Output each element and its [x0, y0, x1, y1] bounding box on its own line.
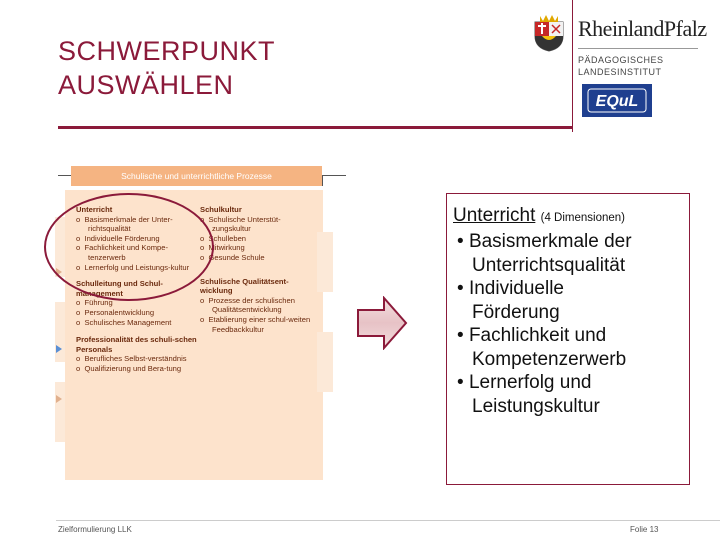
section-item: o Individuelle Förderung — [76, 233, 160, 243]
focus-heading — [453, 204, 689, 230]
footer-caption: Zielformulierung LLK — [58, 525, 132, 534]
brand-rule — [578, 48, 698, 49]
brand-name: RheinlandPfalz — [578, 16, 707, 41]
highlight-circle — [44, 193, 214, 301]
section-item: o Etablierung einer schul-weiten Feedbackkultur — [200, 314, 311, 334]
section-item-label: Berufliches Selbst-verständnis — [84, 354, 187, 364]
brand-divider — [572, 0, 573, 132]
diagram-header: Schulische und unterrichtliche Prozesse — [71, 166, 322, 186]
diagram-connector — [322, 176, 323, 186]
coat-of-arms-icon — [532, 12, 566, 52]
equl-logo — [582, 84, 652, 117]
diagram-section-schulkultur — [200, 205, 318, 263]
focus-bullet-line: Basismerkmale der — [468, 231, 632, 252]
institute-line-1: PÄDAGOGISCHES — [578, 55, 664, 65]
section-item: o Fachlichkeit und Kompe-tenzerwerb — [76, 243, 169, 262]
section-item: o Basismerkmale der Unter-richtsqualität — [76, 214, 173, 234]
equl-logo-text: EQuL — [595, 93, 639, 110]
focus-bullet-line: Individuelle — [468, 278, 565, 299]
section-item: o Schulleben — [200, 233, 247, 243]
focus-heading-note: (4 Dimensionen) — [540, 212, 626, 224]
diagram-section-professionalitaet — [76, 335, 200, 373]
section-item: o Führung — [76, 298, 113, 308]
section-item: o Lernerfolg und Leistungs-kultur — [76, 262, 190, 272]
section-heading: Schulleitung und Schul-management — [76, 279, 163, 298]
focus-bullet: • Individuelle Förderung — [457, 278, 565, 323]
section-item-label: Individuelle Förderung — [84, 233, 160, 243]
diagram-section-qualitaetsentwicklung — [200, 277, 318, 335]
focus-bullet-line: Förderung — [472, 301, 560, 323]
diagram-connector — [58, 175, 72, 176]
section-item: o Gesunde Schule — [200, 252, 265, 262]
section-item-label: Etablierung einer schul-weiten Feedbackkultur — [208, 314, 311, 334]
footer-divider — [56, 520, 720, 521]
title-underline — [58, 126, 572, 129]
institute-line-2: LANDESINSTITUT — [578, 67, 662, 77]
slide-title — [58, 34, 358, 102]
section-item: o Schulische Unterstüt-zungskultur — [200, 214, 281, 234]
section-item: o Schulisches Management — [76, 317, 172, 327]
diagram-side-shape — [317, 232, 333, 292]
section-item-label: Führung — [84, 298, 113, 308]
section-item: o Berufliches Selbst-verständnis — [76, 354, 187, 364]
section-item-label: Schulisches Management — [84, 317, 172, 327]
title-line-2: AUSWÄHLEN — [58, 70, 234, 100]
section-item-label: Basismerkmale der Unter-richtsqualität — [84, 214, 173, 234]
diagram-column-right — [200, 205, 318, 334]
focus-bullet-line: Unterrichtsqualität — [472, 254, 626, 276]
focus-bullet-line: Fachlichkeit und — [468, 325, 607, 346]
section-heading: Professionalität des schuli-schen Personals — [76, 335, 197, 354]
focus-bullet: • Fachlichkeit und Kompetenzerwerb — [457, 325, 627, 370]
focus-bullet-line: Leistungskultur — [472, 395, 600, 417]
diagram-connector — [322, 175, 346, 176]
diagram-side-shape — [317, 332, 333, 392]
section-item-label: Qualifizierung und Bera-tung — [84, 363, 182, 373]
focus-bullet: • Lernerfolg und Leistungskultur — [457, 372, 600, 417]
section-item-label: Fachlichkeit und Kompe-tenzerwerb — [84, 243, 169, 262]
section-item: o Personalentwicklung — [76, 307, 155, 317]
section-item-label: Gesunde Schule — [208, 252, 265, 262]
section-item-label: Mitwirkung — [208, 243, 245, 253]
section-item-label: Schulische Unterstüt-zungskultur — [208, 214, 281, 234]
focus-bullet-line: Kompetenzerwerb — [472, 348, 627, 370]
section-item: o Prozesse der schulischen Qualitätsentwicklung — [200, 295, 295, 315]
triangle-marker-icon — [56, 395, 62, 403]
focus-bullet: • Basismerkmale der Unterrichtsqualität — [457, 231, 632, 276]
section-item: o Qualifizierung und Bera-tung — [76, 363, 182, 373]
section-item: o Mitwirkung — [200, 243, 245, 253]
institute-name — [578, 54, 664, 78]
section-item-label: Prozesse der schulischen Qualitätsentwicklung — [208, 295, 295, 315]
section-heading: Schulische Qualitätsent-wicklung — [200, 276, 289, 296]
focus-heading-text: Unterricht — [453, 205, 536, 226]
section-item-label: Personalentwicklung — [84, 307, 155, 317]
section-item-label: Schulleben — [208, 233, 247, 243]
focus-textbox — [446, 193, 690, 485]
section-item-label: Lernerfolg und Leistungs-kultur — [84, 262, 190, 272]
section-heading: Unterricht — [76, 205, 113, 214]
triangle-marker-icon — [56, 345, 62, 353]
arrow-right-icon — [356, 296, 408, 350]
focus-bullet-line: Lernerfolg und — [468, 372, 592, 393]
slide-number: Folie 13 — [630, 525, 659, 534]
section-heading: Schulkultur — [200, 205, 242, 214]
title-line-1: SCHWERPUNKT — [58, 36, 276, 66]
